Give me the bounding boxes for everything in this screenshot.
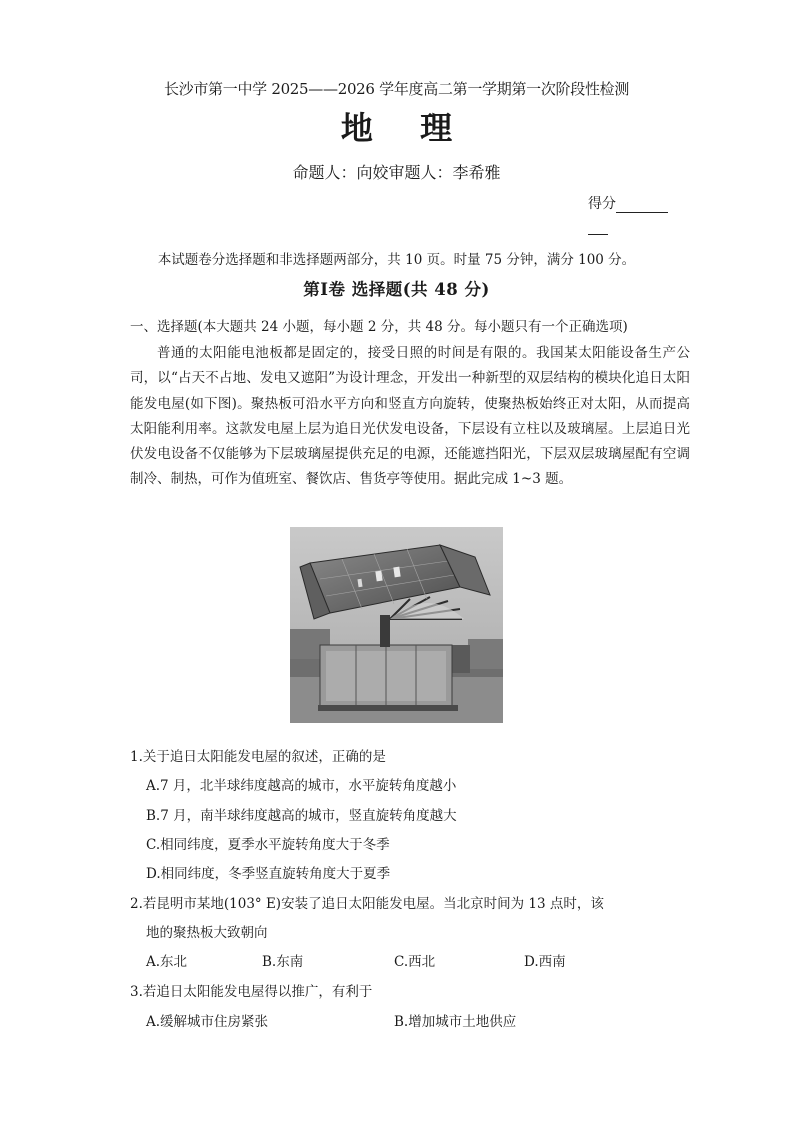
exam-header-title: 长沙市第一中学 2025——2026 学年度高二第一学期第一次阶段性检测 xyxy=(163,80,630,98)
question-3-option-b: B.增加城市土地供应 xyxy=(394,1014,517,1030)
authors-line: 命题人：向姣审题人：李希雅 xyxy=(292,163,501,182)
question-2-stem-line-1: 2.若昆明市某地(103° E)安装了追日太阳能发电屋。当北京时间为 13 点时，该 xyxy=(130,896,604,912)
exam-instructions: 本试题卷分选择题和非选择题两部分，共 10 页。时量 75 分钟，满分 100 分。 xyxy=(157,252,636,268)
section-title: 第Ⅰ卷 选择题(共 48 分) xyxy=(303,280,490,299)
score-blank xyxy=(616,198,668,213)
question-1-option-d: D.相同纬度，冬季竖直旋转角度大于夏季 xyxy=(146,866,391,882)
question-1-option-a: A.7 月，北半球纬度越高的城市，水平旋转角度越小 xyxy=(146,778,457,794)
question-2-stem-line-2: 地的聚热板大致朝向 xyxy=(146,925,268,941)
question-2-option-d: D.西南 xyxy=(524,954,566,970)
question-2-option-a: A.东北 xyxy=(146,954,188,970)
question-1-option-c: C.相同纬度，夏季水平旋转角度大于冬季 xyxy=(146,837,390,853)
question-2-option-c: C.西北 xyxy=(394,954,436,970)
solar-tracking-house-photo xyxy=(290,527,503,723)
question-1-stem: 1.关于追日太阳能发电屋的叙述，正确的是 xyxy=(130,749,386,765)
score-blank-continuation xyxy=(588,234,608,235)
score-label: 得分 xyxy=(588,196,616,212)
question-3-stem: 3.若追日太阳能发电屋得以推广，有利于 xyxy=(130,984,373,1000)
question-3-option-a: A.缓解城市住房紧张 xyxy=(146,1014,269,1030)
subject-title: 地 理 xyxy=(340,109,471,147)
question-1-option-b: B.7 月，南半球纬度越高的城市，竖直旋转角度越大 xyxy=(146,808,457,824)
question-2-option-b: B.东南 xyxy=(262,954,304,970)
score-field xyxy=(588,193,668,213)
reading-passage: 普通的太阳能电池板都是固定的，接受日照的时间是有限的。我国某太阳能设备生产公司，以“占天不占地、发电又遮阳”为设计理念，开发出一种新型的双层结构的模块化追日太阳能发电屋(如下图)。聚热板可沿水平方向和竖直方向旋转，使聚热板始终正对太阳，从而提高太阳能利用率。这款发电屋上层为追日光伏发电设备，下层设有立柱以及玻璃屋。上层追日光伏发电设备不仅能够为下层玻璃屋提供充足的电源，还能遮挡阳光，下层双层玻璃屋配有空调制冷、制热，可作为值班室、餐饮店、售货亭等使用。据此完成 1~3 题。 xyxy=(130,345,690,488)
part-heading: 一、选择题(本大题共 24 小题，每小题 2 分，共 48 分。每小题只有一个正确选项) xyxy=(130,319,628,335)
